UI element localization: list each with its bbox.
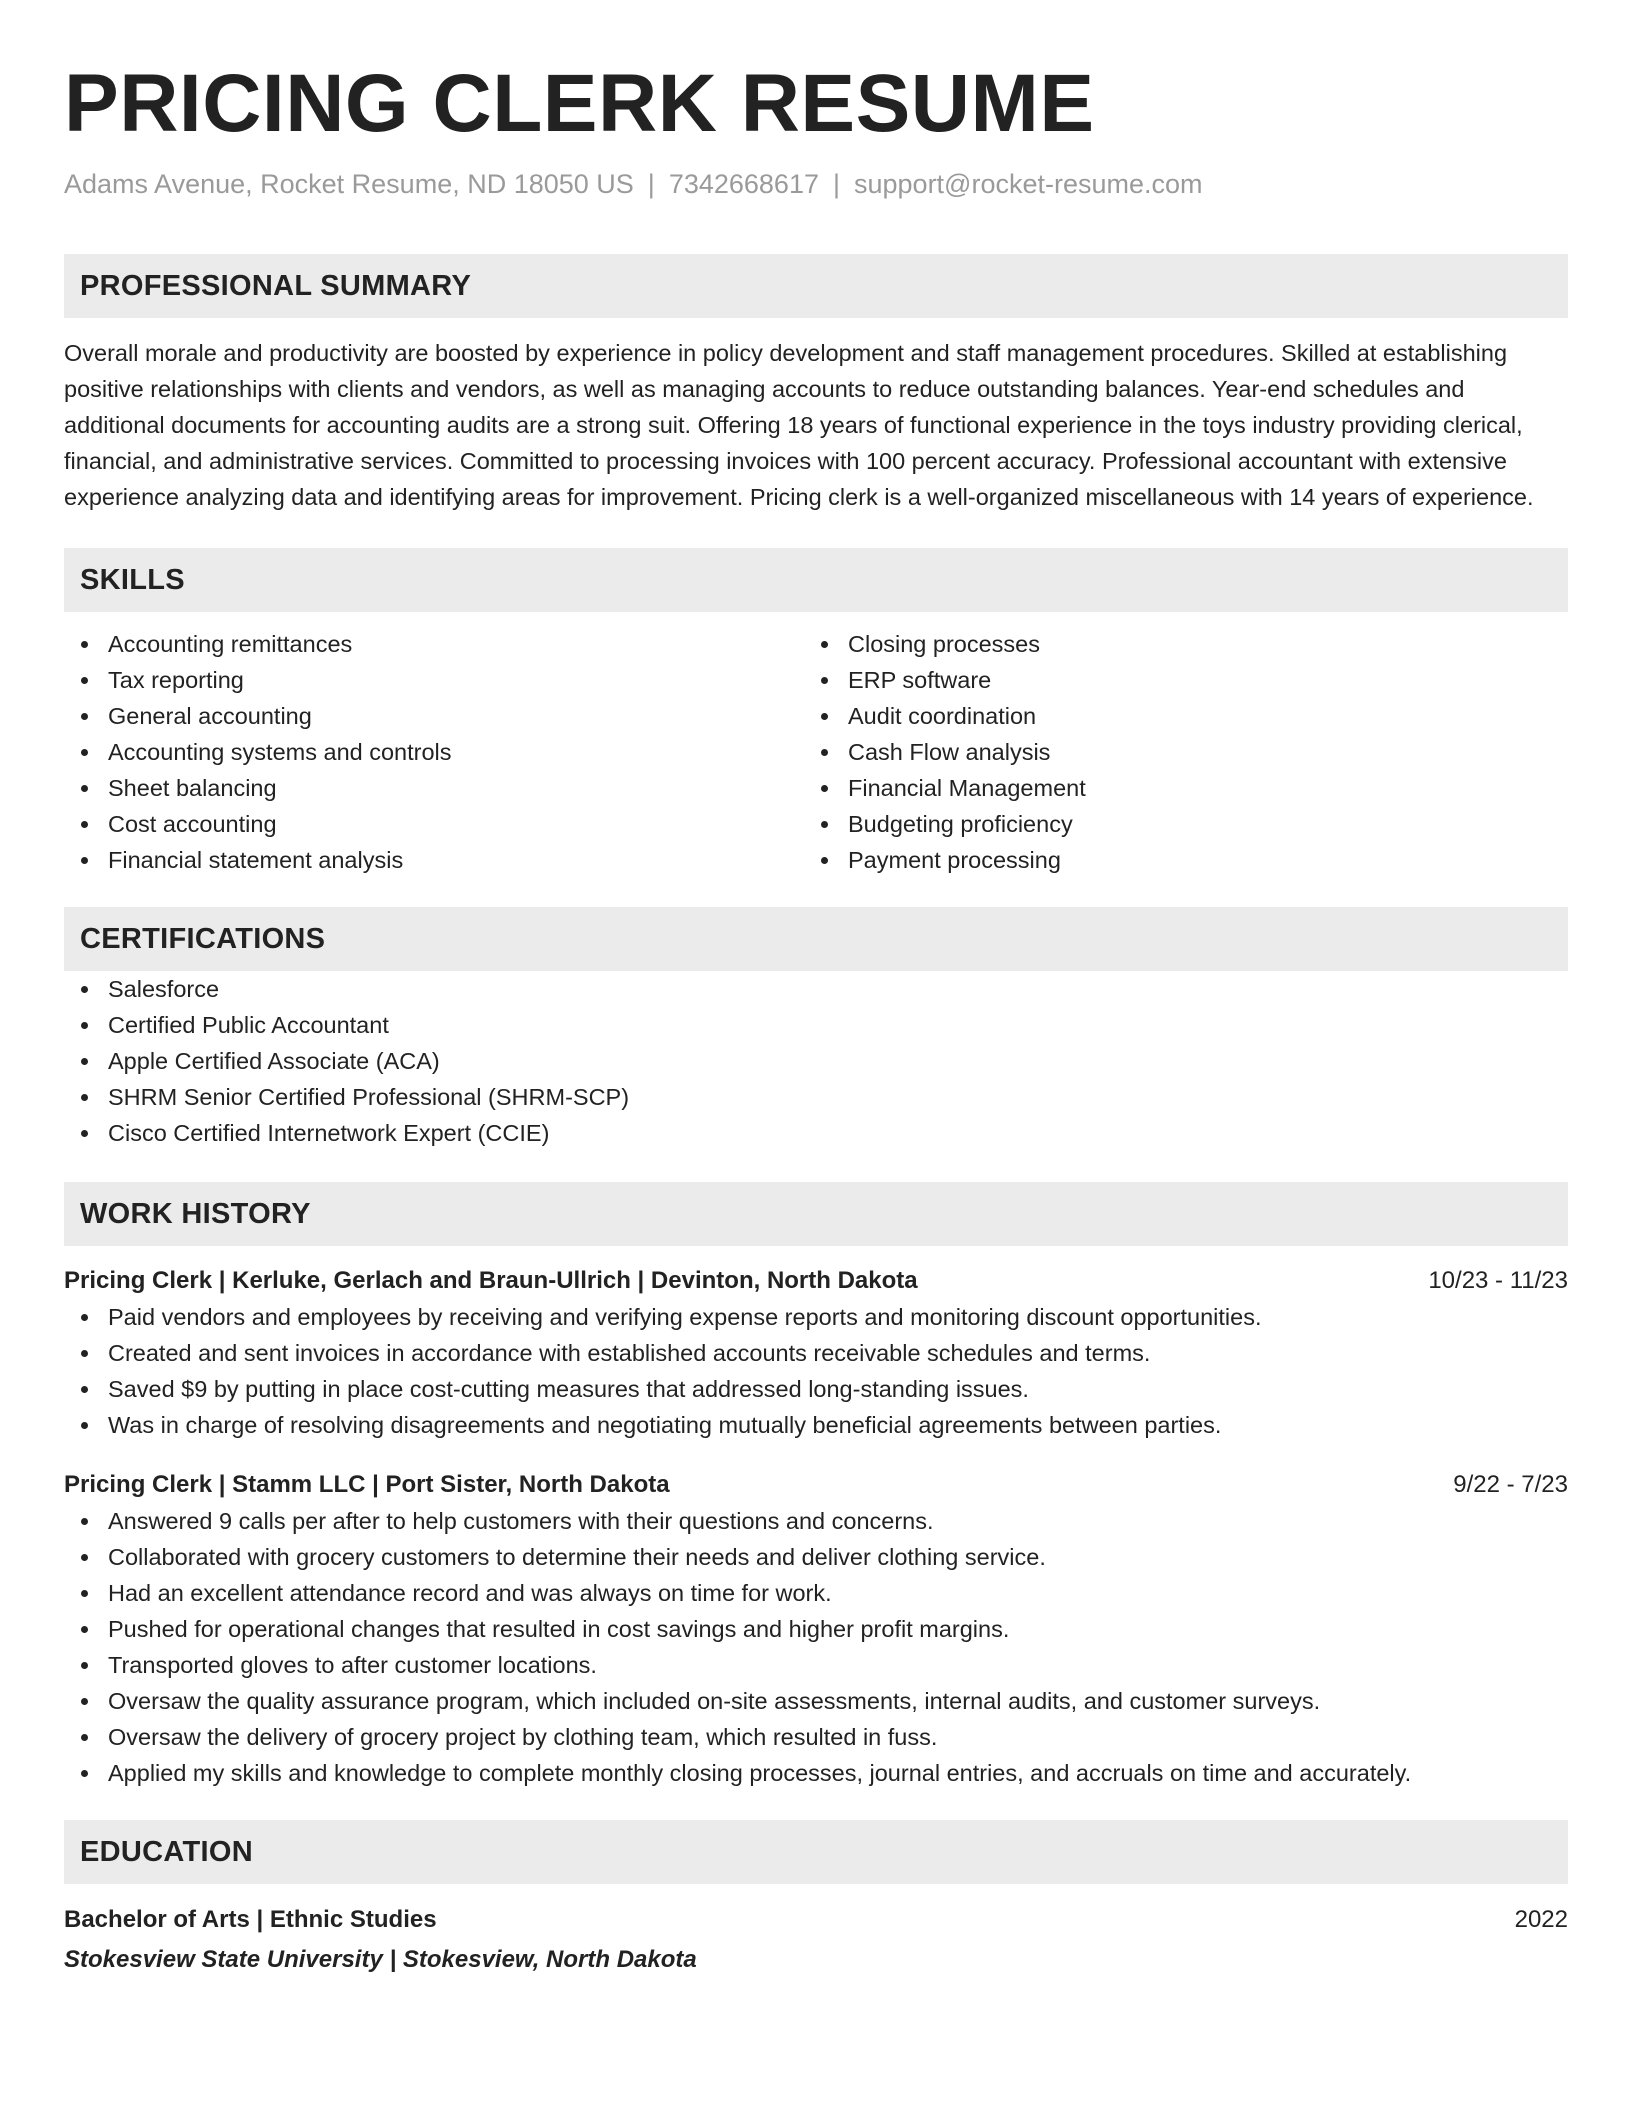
job-duty: Oversaw the quality assurance program, which included on-site assessments, internal audits, and customer surveys. (64, 1683, 1568, 1719)
skill-item: Budgeting proficiency (804, 806, 1544, 842)
skill-item: Tax reporting (64, 662, 804, 698)
skill-item: General accounting (64, 698, 804, 734)
job-duty: Pushed for operational changes that resulted in cost savings and higher profit margins. (64, 1611, 1568, 1647)
job-duty: Created and sent invoices in accordance with established accounts receivable schedules and terms. (64, 1335, 1568, 1371)
skill-item: Sheet balancing (64, 770, 804, 806)
job-header (64, 1263, 1568, 1299)
section-heading-work-history: WORK HISTORY (64, 1182, 1568, 1246)
section-heading-skills: SKILLS (64, 548, 1568, 612)
contact-address: Adams Avenue, Rocket Resume, ND 18050 US (64, 169, 634, 199)
job-duty: Collaborated with grocery customers to determine their needs and deliver clothing service. (64, 1539, 1568, 1575)
skill-item: Closing processes (804, 626, 1544, 662)
job-entry (64, 1263, 1568, 1443)
job-duty: Was in charge of resolving disagreements and negotiating mutually beneficial agreements between parties. (64, 1407, 1568, 1443)
job-duties-list (64, 1503, 1568, 1791)
job-duty: Transported gloves to after customer locations. (64, 1647, 1568, 1683)
job-dates: 9/22 - 7/23 (1453, 1471, 1568, 1498)
section-heading-summary: PROFESSIONAL SUMMARY (64, 254, 1568, 318)
skills-list-right (804, 626, 1544, 878)
job-duty: Had an excellent attendance record and was always on time for work. (64, 1575, 1568, 1611)
job-title: Pricing Clerk | Kerluke, Gerlach and Braun-Ullrich | Devinton, North Dakota (64, 1267, 918, 1294)
certification-item: Apple Certified Associate (ACA) (64, 1043, 1568, 1079)
skills-columns (64, 626, 1568, 878)
contact-phone: 7342668617 (668, 169, 819, 199)
skill-item: Cost accounting (64, 806, 804, 842)
job-entry (64, 1467, 1568, 1791)
certification-item: Salesforce (64, 971, 1568, 1007)
job-duty: Answered 9 calls per after to help customers with their questions and concerns. (64, 1503, 1568, 1539)
contact-separator: | (832, 169, 840, 199)
section-heading-education: EDUCATION (64, 1820, 1568, 1884)
job-duties-list (64, 1299, 1568, 1443)
skill-item: Accounting systems and controls (64, 734, 804, 770)
job-duty: Saved $9 by putting in place cost-cutting measures that addressed long-standing issues. (64, 1371, 1568, 1407)
resume-title: PRICING CLERK RESUME (64, 58, 1095, 149)
skill-item: Accounting remittances (64, 626, 804, 662)
job-duty: Applied my skills and knowledge to complete monthly closing processes, journal entries, and accruals on time and accurately. (64, 1755, 1568, 1791)
job-title: Pricing Clerk | Stamm LLC | Port Sister, North Dakota (64, 1471, 670, 1498)
job-duty: Paid vendors and employees by receiving and verifying expense reports and monitoring discount opportunities. (64, 1299, 1568, 1335)
certifications-list (64, 971, 1568, 1151)
certification-item: Cisco Certified Internetwork Expert (CCIE) (64, 1115, 1568, 1151)
skill-item: Cash Flow analysis (804, 734, 1544, 770)
certification-item: SHRM Senior Certified Professional (SHRM-SCP) (64, 1079, 1568, 1115)
education-school: Stokesview State University | Stokesview, North Dakota (64, 1946, 697, 1973)
education-header (64, 1902, 1568, 1938)
contact-separator: | (647, 169, 655, 199)
contact-line (64, 166, 1568, 202)
summary-text: Overall morale and productivity are boosted by experience in policy development and staff management procedures. Skilled at establishing positive relationships with clients and vendors, as well as managing accounts to reduce outstanding balances. Year-end schedules and additional documents for accounting audits are a strong suit. Offering 18 years of functional experience in the toys industry providing clerical, financial, and administrative services. Committed to processing invoices with 100 percent accuracy. Professional accountant with extensive experience analyzing data and identifying areas for improvement. Pricing clerk is a well-organized miscellaneous with 14 years of experience. (64, 340, 1534, 510)
skill-item: ERP software (804, 662, 1544, 698)
skills-list-left (64, 626, 804, 878)
skill-item: Payment processing (804, 842, 1544, 878)
education-year: 2022 (1514, 1906, 1568, 1933)
skill-item: Audit coordination (804, 698, 1544, 734)
education-degree: Bachelor of Arts | Ethnic Studies (64, 1906, 437, 1933)
job-header (64, 1467, 1568, 1503)
skill-item: Financial statement analysis (64, 842, 804, 878)
job-dates: 10/23 - 11/23 (1428, 1267, 1568, 1294)
contact-email: support@rocket-resume.com (854, 169, 1203, 199)
section-heading-certifications: CERTIFICATIONS (64, 907, 1568, 971)
skill-item: Financial Management (804, 770, 1544, 806)
certification-item: Certified Public Accountant (64, 1007, 1568, 1043)
job-duty: Oversaw the delivery of grocery project by clothing team, which resulted in fuss. (64, 1719, 1568, 1755)
